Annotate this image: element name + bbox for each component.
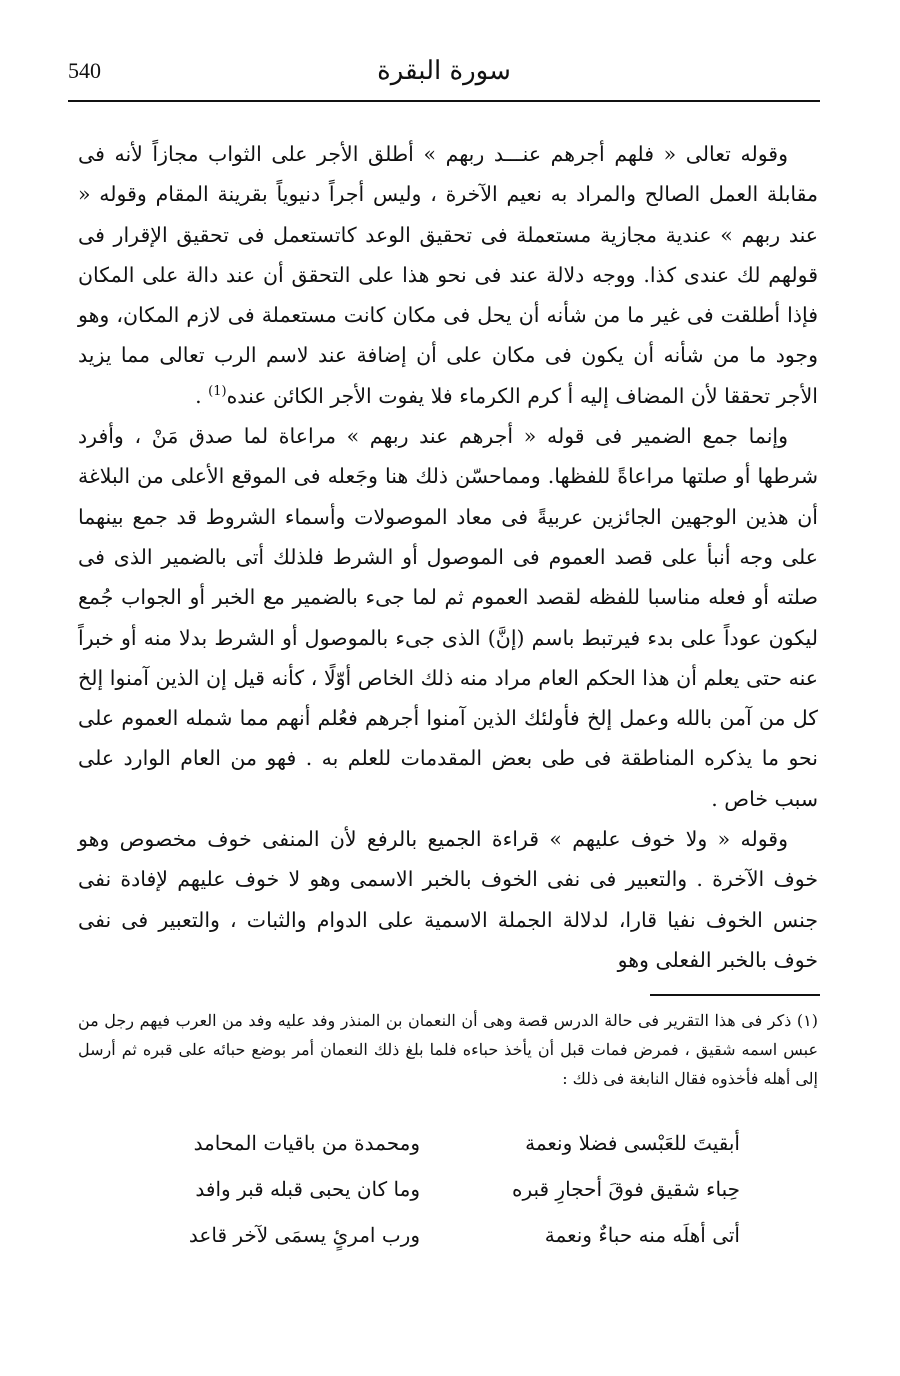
page-header [68, 52, 820, 100]
paragraph-2: وإنما جمع الضمير فى قوله « أجرهم عند ربهم » مراعاة لما صدق مَنْ ، وأفرد شرطها أو صلتها مراعاةً للفظها. ومماحسّن ذلك هنا وجَعله فى الموقع الأعلى من البلاغة أن هذين الوجهين الجائزين عربيةً فى معاد الموصولات وأسماء الشروط قد جمع بينهما على وجه أنبأ على قصد العموم فى الموصول أو الشرط فلذلك أتى بالضمير الذى فى صلته أو فعله مناسبا للفظه لقصد العموم ثم لما جىء بالضمير مع الخبر أو الجواب جُمع ليكون عوداً على بدء فيرتبط باسم (إنَّ) الذى جىء بالموصول أو الشرط بدلا منه أو خبراً عنه حتى يعلم أن هذا الحكم العام مراد منه ذلك الخاص أوّلًا ، كأنه قيل إن الذين آمنوا إلخ كل من آمن بالله وعمل إلخ فأولئك الذين آمنوا أجرهم فعُلم أنهم مما شمله العموم على نحو ما يذكره المناطقة فى طى بعض المقدمات للعلم به . فهو من العام الوارد على سبب خاص . [78, 424, 818, 811]
footnote-text: (١) ذكر فى هذا التقرير فى حالة الدرس قصة وهى أن النعمان بن المنذر وفد عليه وفد من العرب فيهم رجل من عبس اسمه شقيق ، فمرض فمات قبل أن يأخذ حباءه فلما بلغ ذلك النعمان أمر بوضع حبائه على قبره ثم أرسل إلى أهله فأخذوه فقال النابغة فى ذلك : [78, 1011, 818, 1088]
verse-second-hemistich: وما كان يحبى قبله قبر وافد [195, 1177, 420, 1201]
poem-verse [150, 1166, 740, 1212]
paragraph-1: وقوله تعالى « فلهم أجرهم عنـــد ربهم » أطلق الأجر على الثواب مجازاً لأنه فى مقابلة العمل الصالح والمراد به نعيم الآخرة ، وليس أجراً دنيوياً بقرينة المقام وقوله « عند ربهم » عندية مجازية مستعملة فى تحقيق الوعد كاتستعمل فى تحقيق الإقرار فى قولهم لك عندى كذا. ووجه دلالة عند فى نحو هذا على التحقق أن عند دالة على المكان فإذا أطلقت فى غير ما من شأنه أن يحل فى مكان كانت مستعملة فى لازم المكان، وهو وجود ما من شأنه أن يكون فى مكان على أن إضافة عند لاسم الرب تعالى مما يزيد الأجر تحققا لأن المضاف إليه أ كرم الكرماء فلا يفوت الأجر الكائن عنده$^{(1)}$ . [78, 142, 818, 408]
verse-first-hemistich: حِباء شقيق فوقَ أحجارِ قبره [511, 1177, 740, 1201]
running-title: سورة البقرة [377, 56, 511, 86]
verse-second-hemistich: ورب امرئٍ يسمَى لآخر قاعد [188, 1223, 420, 1247]
header-divider [68, 100, 820, 102]
verse-second-hemistich: ومحمدة من باقيات المحامد [193, 1131, 420, 1155]
main-text [78, 134, 818, 980]
page-number: 540 [68, 58, 101, 83]
footnote-divider [650, 994, 820, 996]
verse-first-hemistich: أتى أهلَه منه حباءٌ ونعمة [544, 1223, 740, 1247]
footnote [78, 1006, 818, 1093]
verse-first-hemistich: أبقيتَ للعَبْسى فضلا ونعمة [525, 1131, 740, 1155]
poem [150, 1120, 740, 1258]
footnote-reference[interactable]: (1) [208, 383, 227, 399]
poem-verse [150, 1212, 740, 1258]
paragraph-3: وقوله « ولا خوف عليهم » قراءة الجميع بالرفع لأن المنفى خوف مخصوص وهو خوف الآخرة . والتعبير فى نفى الخوف بالخبر الاسمى وهو لا خوف عليهم لإفادة نفى جنس الخوف نفيا قارا، لدلالة الجملة الاسمية على الدوام والثبات ، والتعبير فى نفى خوف بالخبر الفعلى وهو [78, 827, 818, 972]
poem-verse [150, 1120, 740, 1166]
